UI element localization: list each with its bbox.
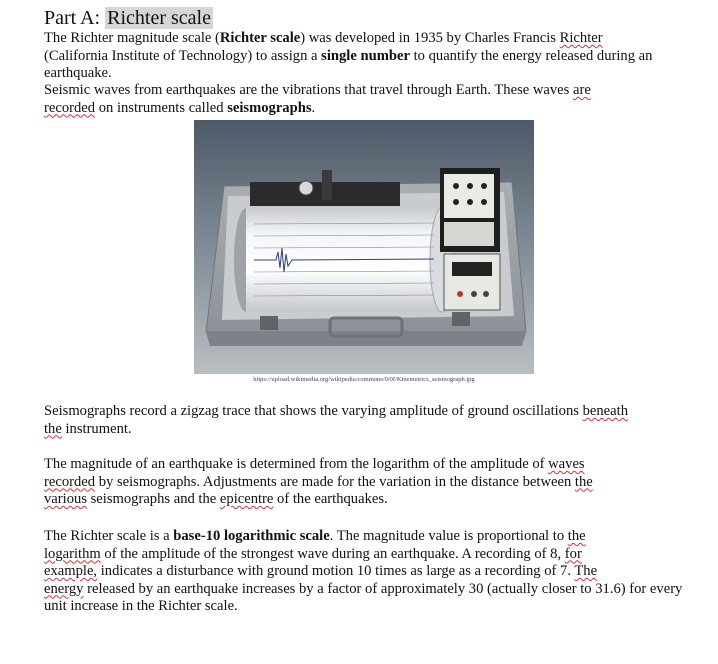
spellcheck-word[interactable]: Richter xyxy=(559,30,603,46)
bold-richter-scale: Richter scale xyxy=(219,30,301,46)
text-run: seismographs and the xyxy=(86,491,220,507)
spellcheck-word[interactable]: example, xyxy=(44,563,98,579)
spellcheck-word[interactable]: are xyxy=(573,82,591,98)
bold-single-number: single number xyxy=(321,47,410,64)
text-run: The Richter magnitude scale ( xyxy=(44,30,220,46)
text-run: ) was developed in 1935 by Charles Francis xyxy=(300,30,560,46)
spellcheck-word[interactable]: energy xyxy=(44,580,84,597)
text-run: The magnitude of an earthquake is determined from the logarithm of the amplitude of xyxy=(44,456,549,472)
paragraph-magnitude xyxy=(44,456,696,509)
text-run: Seismic waves from earthquakes are the vibrations that travel through Earth. These waves xyxy=(44,82,573,98)
text-run: Seismographs record a zigzag trace that shows the varying amplitude of ground oscillations xyxy=(44,403,583,419)
figure-caption[interactable]: https://upload.wikimedia.org/wikipedia/commons/0/0f/Kinemetrics_seismograph.jpg xyxy=(253,376,475,383)
text-run: The Richter scale is a xyxy=(44,528,174,544)
spellcheck-word[interactable]: logarithm xyxy=(44,545,101,562)
spellcheck-word[interactable]: recorded xyxy=(44,99,96,116)
spellcheck-word[interactable]: for xyxy=(564,545,582,562)
text-run: released by an earthquake increases by a factor of approximately 30 (actually closer to 31.6) for every unit increase in the Richter scale. xyxy=(44,580,683,614)
title-highlight[interactable]: Richter scale xyxy=(107,7,211,29)
text-run: (California Institute of Technology) to assign a xyxy=(44,47,322,64)
spellcheck-word[interactable]: The xyxy=(574,563,598,579)
text-run: . The magnitude value is proportional to xyxy=(329,528,568,544)
paragraph-seismic-waves xyxy=(44,82,696,117)
text-run: indicates a disturbance with ground motion 10 times as large as a recording of 7. xyxy=(97,563,575,579)
paragraph-zigzag xyxy=(44,403,696,438)
spellcheck-word[interactable]: recorded xyxy=(44,473,96,490)
bold-seismographs: seismographs xyxy=(227,99,312,116)
text-run: to quantify the energy released during an earthquake. xyxy=(44,47,653,81)
text-run: instrument. xyxy=(61,420,132,437)
bold-base-10: base-10 logarithmic scale xyxy=(173,528,330,544)
text-run: on instruments called xyxy=(95,99,228,116)
title-prefix: Part A: xyxy=(44,7,101,29)
paragraph-intro xyxy=(44,30,696,83)
paragraph-logarithmic xyxy=(44,528,696,616)
page-title xyxy=(44,6,213,30)
spellcheck-word[interactable]: various xyxy=(44,491,87,507)
spellcheck-word[interactable]: epicentre xyxy=(219,491,274,507)
text-run: . xyxy=(311,99,316,116)
spellcheck-word[interactable]: the xyxy=(44,420,62,437)
text-run: of the earthquakes. xyxy=(273,491,388,507)
seismograph-photo[interactable] xyxy=(194,120,534,374)
spellcheck-word[interactable]: the xyxy=(567,528,586,544)
spellcheck-word[interactable]: beneath xyxy=(582,403,628,419)
spellcheck-word[interactable]: waves xyxy=(548,456,585,472)
spellcheck-word[interactable]: the xyxy=(574,473,593,490)
text-run: of the amplitude of the strongest wave during an earthquake. A recording of 8, xyxy=(100,545,565,562)
text-run: by seismographs. Adjustments are made for the variation in the distance between xyxy=(95,473,575,490)
seismograph-illustration xyxy=(194,120,534,374)
